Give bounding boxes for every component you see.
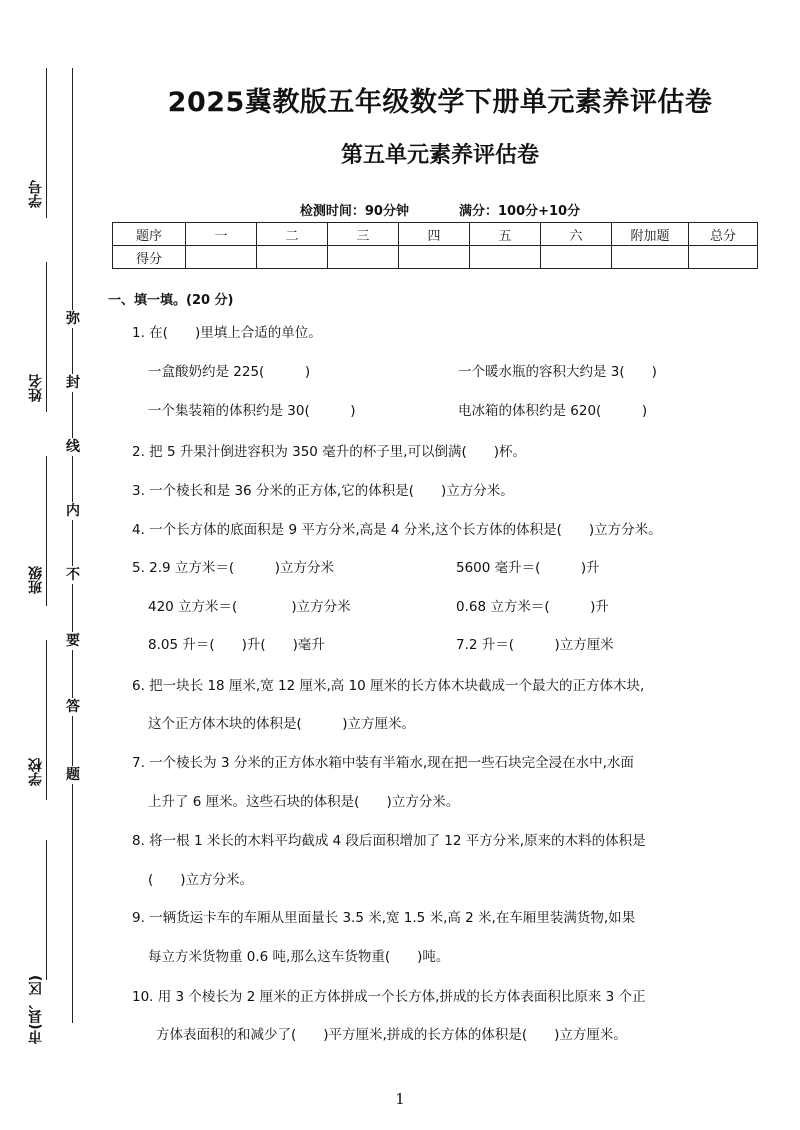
question-10-line-1: 10. 用 3 个棱长为 2 厘米的正方体拼成一个长方体,拼成的长方体表面积比原来 3 个正 (132, 989, 646, 1005)
table-header-cell: 六 (541, 223, 612, 246)
question-1a: 一盒酸奶约是 225( ) (148, 364, 311, 380)
question-1b: 一个暖水瓶的容积大约是 3( ) (458, 364, 657, 380)
table-header-cell: 二 (257, 223, 328, 246)
seal-line (72, 68, 73, 1023)
question-9-line-1: 9. 一辆货运卡车的车厢从里面量长 3.5 米,宽 1.5 米,高 2 米,在车厢里装满货物,如果 (132, 910, 636, 926)
section-1-title: 一、填一填。(20 分) (108, 293, 234, 308)
table-header-cell: 三 (328, 223, 399, 246)
score-cell[interactable] (612, 246, 689, 269)
question-5e: 8.05 升＝( )升( )毫升 (148, 637, 325, 653)
question-4: 4. 一个长方体的底面积是 9 平方分米,高是 4 分米,这个长方体的体积是( )立方分米。 (132, 522, 662, 538)
seal-char: 内 (66, 503, 80, 519)
question-5b: 5600 毫升＝( )升 (456, 560, 600, 576)
question-6-line-2: 这个正方体木块的体积是( )立方厘米。 (148, 716, 416, 732)
name-label: 姓名 (28, 374, 44, 402)
question-5d: 0.68 立方米＝( )升 (456, 599, 609, 615)
score-table-score-row (113, 246, 758, 269)
fill-line-district (46, 840, 47, 980)
score-cell[interactable] (328, 246, 399, 269)
table-header-cell: 题序 (113, 223, 186, 246)
question-7-line-1: 7. 一个棱长为 3 分米的正方体水箱中装有半箱水,现在把一些石块完全浸在水中,水面 (132, 755, 634, 771)
score-cell[interactable] (470, 246, 541, 269)
question-2: 2. 把 5 升果汁倒进容积为 350 毫升的杯子里,可以倒满( )杯。 (132, 444, 527, 460)
question-5a: 5. 2.9 立方米＝( )立方分米 (132, 560, 334, 576)
test-info (110, 200, 770, 219)
seal-char: 弥 (66, 311, 80, 327)
table-header-cell: 五 (470, 223, 541, 246)
question-8-line-2: ( )立方分米。 (148, 872, 254, 888)
score-cell[interactable] (689, 246, 758, 269)
full-score: 满分：100分+10分 (458, 204, 581, 219)
score-table-header-row (113, 223, 758, 246)
table-header-cell: 一 (186, 223, 257, 246)
school-label: 学校 (28, 758, 44, 786)
question-1c: 一个集装箱的体积约是 30( ) (148, 403, 356, 419)
score-cell[interactable] (257, 246, 328, 269)
question-10-line-2: 方体表面积的和减少了( )平方厘米,拼成的长方体的体积是( )立方厘米。 (156, 1027, 627, 1043)
score-table (112, 222, 758, 269)
question-9-line-2: 每立方米货物重 0.6 吨,那么这车货物重( )吨。 (148, 949, 450, 965)
district-label: 市(县、区) (28, 975, 44, 1044)
seal-char: 不 (66, 567, 80, 583)
question-1: 1. 在( )里填上合适的单位。 (132, 325, 322, 341)
test-time: 检测时间：90分钟 (299, 204, 409, 219)
score-cell[interactable] (399, 246, 470, 269)
score-row-label: 得分 (113, 246, 186, 269)
question-3: 3. 一个棱长和是 36 分米的正方体,它的体积是( )立方分米。 (132, 483, 514, 499)
class-label: 班级 (28, 566, 44, 594)
seal-char: 题 (66, 767, 80, 783)
seal-char: 答 (66, 699, 80, 715)
student-id-label: 学号 (28, 180, 44, 208)
question-1d: 电冰箱的体积约是 620( ) (458, 403, 648, 419)
table-header-cell: 总分 (689, 223, 758, 246)
question-5f: 7.2 升＝( )立方厘米 (456, 637, 614, 653)
score-cell[interactable] (541, 246, 612, 269)
table-header-cell: 四 (399, 223, 470, 246)
question-7-line-2: 上升了 6 厘米。这些石块的体积是( )立方分米。 (148, 794, 460, 810)
seal-char: 要 (66, 633, 80, 649)
exam-subtitle: 第五单元素养评估卷 (340, 143, 539, 168)
table-header-cell: 附加题 (612, 223, 689, 246)
seal-char: 线 (66, 439, 80, 455)
question-6-line-1: 6. 把一块长 18 厘米,宽 12 厘米,高 10 厘米的长方体木块截成一个最大的正方体木块, (132, 678, 645, 694)
seal-char: 封 (66, 375, 80, 391)
score-cell[interactable] (186, 246, 257, 269)
exam-title: 2025冀教版五年级数学下册单元素养评估卷 (167, 87, 713, 118)
question-8-line-1: 8. 将一根 1 米长的木料平均截成 4 段后面积增加了 12 平方分米,原来的木料的体积是 (132, 833, 646, 849)
page-number: 1 (395, 1090, 405, 1108)
question-5c: 420 立方米＝( )立方分米 (148, 599, 351, 615)
